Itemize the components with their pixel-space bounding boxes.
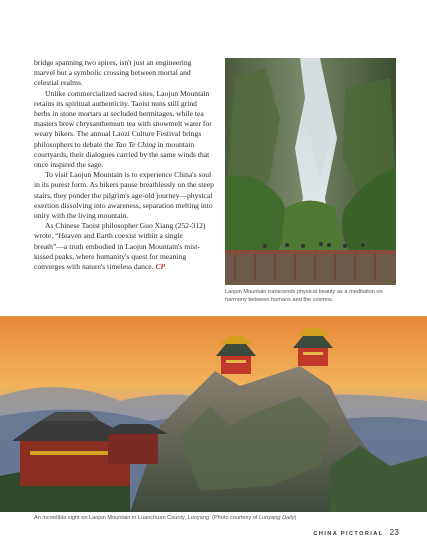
paragraph-1: bridge spanning two spires, isn't just an engineering marvel but a symbolic crossing between mortal and celestial realms. bbox=[34, 58, 192, 88]
page-footer bbox=[313, 527, 399, 537]
page-number: 23 bbox=[389, 527, 399, 537]
photo-caption-bottom bbox=[34, 515, 394, 522]
photo-caption-top: Laojun Mountain transcends physical beauty as a meditation on harmony between humans and the cosmos. bbox=[225, 289, 383, 303]
end-mark: CP bbox=[155, 262, 166, 272]
paragraph-2: Unlike commercialized sacred sites, Laojun Mountain retains its spiritual authenticity. Taoist nuns still grind herbs in stone mortars at secluded hermitages, while tea masters brew chrysanthemum tea with snowmelt water for weary hikers. The annual Laozi Culture Festival brings philosophers to debate the Tao Te Ching in mountain courtyards, their dialogues carried by the same winds that once inspired the sage. bbox=[34, 88, 212, 170]
mountain-gorge-photo bbox=[225, 58, 396, 285]
paragraph-4-text: As Chinese Taoist philosopher Guo Xiang (252-312) wrote, “Heaven and Earth coexist within a single breath”—a truth embodied in Laojun Mountain's mist-kissed peaks, where humanity's quest for meaning converges with nature's timeless dance. bbox=[34, 221, 206, 272]
article-body bbox=[34, 58, 214, 272]
mountain-gorge-illustration bbox=[225, 58, 396, 285]
temple-peaks-photo bbox=[0, 316, 427, 512]
publication-name: CHINA PICTORIAL bbox=[313, 531, 384, 537]
caption-bottom-end: ) bbox=[294, 515, 297, 521]
caption-bottom-credit: Luoyang Daily bbox=[259, 515, 295, 521]
paragraph-3: To visit Laojun Mountain is to experience China's soul in its purest form. As hikers pause breathlessly on the steep stairs, they ponder the pilgrim's age-old journey—physical exertion dissolving into awareness, separation melting into unity with the living mountain. bbox=[34, 170, 214, 221]
caption-bottom-text: An incredible sight on Laojun Mountain in Luanchuan County, Luoyang. (Photo courtesy of bbox=[34, 515, 260, 521]
paragraph-4 bbox=[34, 221, 214, 272]
temple-peaks-illustration bbox=[0, 316, 427, 512]
